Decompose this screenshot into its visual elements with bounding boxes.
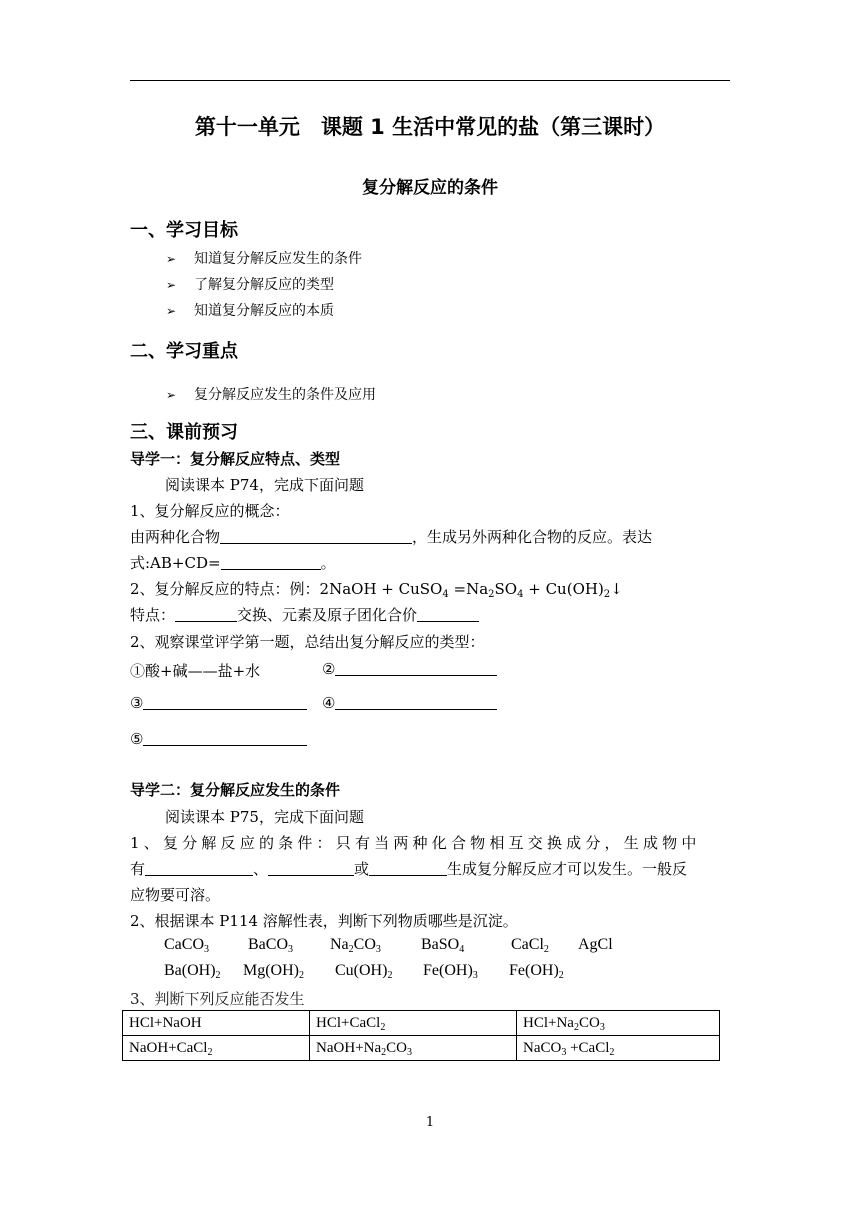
guide1-q2: 2、复分解反应的特点：例：2NaOH + CuSO$_4$ $=Na_2SO_4$ + $Cu(OH)_2↓$ [130,580,623,600]
compound: $Cu(OH)_2$ [335,962,393,981]
fill-blank[interactable] [369,860,447,876]
page-number: 1 [425,1115,435,1130]
compound: BaSO$_4$ [421,936,465,955]
guide2-read: 阅读课本 P75，完成下面问题 [165,808,364,826]
page-title: 第十一单元 课题 1 生活中常见的盐（第三课时） [194,115,666,139]
compound: BaCO$_3$ [248,936,293,955]
type-item-4: ④ [322,694,497,712]
key-point-item: ➢ 复分解反应发生的条件及应用 [166,387,376,403]
table-cell: $NaOH+Na_2CO_3$ [310,1036,517,1061]
arrow-bullet-icon: ➢ [166,388,177,402]
fill-blank[interactable] [143,730,307,746]
goal-item: ➢ 知道复分解反应的本质 [166,303,334,319]
table-cell: $HCl+Na_2CO_3$ [517,1011,720,1036]
guide1-read: 阅读课本 P74，完成下面问题 [165,476,364,494]
section-heading-key-points: 二、学习重点 [130,341,238,362]
type-item-5: ⑤ [130,730,307,748]
guide2-q2: 2、根据课本 P114 溶解性表，判断下列物质哪些是沉淀。 [130,912,518,930]
table-row [123,1011,720,1036]
compound: $Na_2CO_3$ [330,936,381,955]
section-heading-preview: 三、课前预习 [130,422,238,443]
compound: CaCl$_2$ [511,936,549,955]
table-cell: HCl+NaOH [123,1011,310,1036]
guide1-q3: 2、观察课堂评学第一题，总结出复分解反应的类型： [130,633,485,651]
table-cell: NaOH+CaCl$_2$ [123,1036,310,1061]
guide2-q1-line1: 1、复分解反应的条件：只有当两种化合物相互交换成分，生成物中 [130,834,701,852]
table-row [123,1036,720,1061]
compound: CaCO$_3$ [164,936,209,955]
goal-item: ➢ 知道复分解反应发生的条件 [166,251,362,267]
guide1-features: 特点： 交换、元素及原子团化合价 [130,604,479,625]
guide2-q3: 3、判断下列反应能否发生 [130,990,305,1008]
reaction-table [122,1010,720,1061]
guide2-q1-line3: 应物要可溶。 [130,886,221,904]
compound: AgCl [578,936,613,953]
compound: $Mg(OH)_2$ [243,962,304,981]
guide2-heading: 导学二：复分解反应发生的条件 [130,781,341,799]
guide1-heading: 导学一：复分解反应特点、类型 [130,450,341,468]
compound: $Fe(OH)_2$ [509,962,564,981]
goal-item: ➢ 了解复分解反应的类型 [166,277,334,293]
type-item-2: ② [322,660,497,678]
fill-blank[interactable] [221,554,321,570]
section-heading-goals: 一、学习目标 [130,220,238,241]
arrow-bullet-icon: ➢ [166,278,177,292]
table-cell: HCl+CaCl$_2$ [310,1011,517,1036]
guide1-q1-formula: 式:AB+CD= 。 [130,554,336,572]
guide1-q1: 1、复分解反应的概念： [130,502,290,520]
fill-blank[interactable] [145,860,253,876]
guide1-q1-line: 由两种化合物 ，生成另外两种化合物的反应。表达 [130,528,653,546]
header-rule [130,80,730,81]
compound: $Fe(OH)_3$ [423,962,478,981]
compound: $Ba(OH)_2$ [164,962,221,981]
fill-blank[interactable] [220,528,412,544]
fill-blank[interactable] [175,606,237,622]
type-item-1: ①酸+碱——盐+水 [130,662,261,680]
fill-blank[interactable] [335,694,497,710]
fill-blank[interactable] [143,694,307,710]
page-subtitle: 复分解反应的条件 [362,178,498,198]
fill-blank[interactable] [335,660,497,676]
type-item-3: ③ [130,694,307,712]
arrow-bullet-icon: ➢ [166,304,177,318]
fill-blank[interactable] [268,860,354,876]
table-cell: NaCO$_3$ +CaCl$_2$ [517,1036,720,1061]
fill-blank[interactable] [417,606,479,622]
arrow-bullet-icon: ➢ [166,252,177,266]
guide2-q1-line2: 有 、 或 生成复分解反应才可以发生。一般反 [130,860,688,878]
